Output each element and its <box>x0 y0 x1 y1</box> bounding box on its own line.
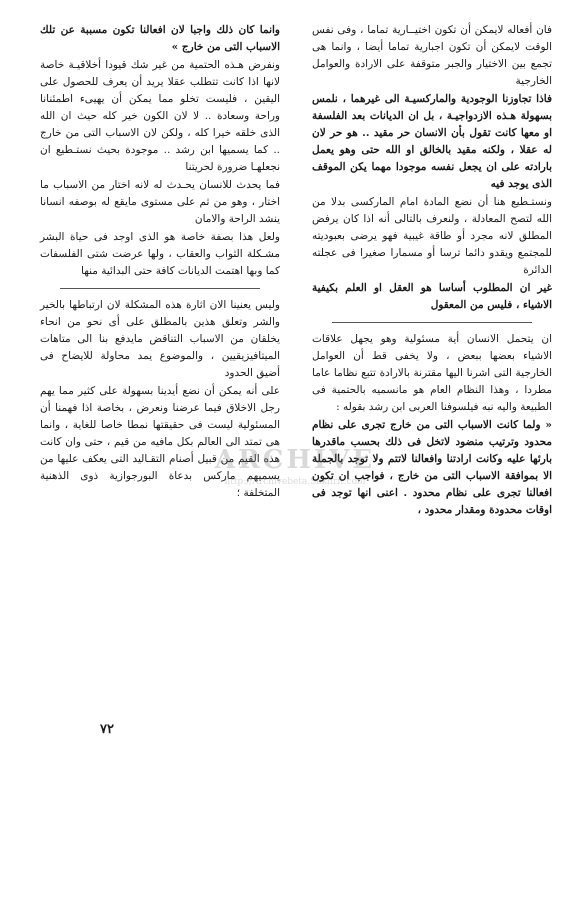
section-divider <box>60 288 260 289</box>
paragraph: فان أفعاله لايمكن أن تكون اختيــارية تماما ، وفى نفس الوقت لايمكن أن تكون اجبارية تماما أيضا ، وانما هى تجمع بين الاختيار والجبر متوقفة على الارادة والعوامل الخارجية <box>312 24 552 87</box>
paragraph: ونفرض هـذه الحتمية من غير شك قيودا أخلاقيـة خاصة لانها اذا كانت تتطلب عقلا يريد أن يعرف للحصول على اليقين ، فليست تخلو مما يمكن أن يهيىء اطمئنانا وراحة وسعادة .. لا لان الكون خير كله حيث ان الله الذى خلقه خيرا كله ، ولكن لان الاسباب التى من خارج .. كما يسميها ابن رشد .. موجودة بحيث نستـطيع ان نجعلهـا ضرورة لحريتنا <box>40 59 280 173</box>
paragraph: ولعل هذا بصفة خاصة هو الذى اوجد فى حياة البشر مشـكلة الثواب والعقاب ، ولها عرضت شتى الفلسفات كما وبها اهتمت الديانات كافة حتى البدائية منها <box>40 231 280 277</box>
paragraph: فاذا تجاوزنا الوجودية والماركسيـة الى غيرهما ، نلمس بسهولة هـذه الازدواجيـة ، بل ان الديانات بعد الفلسفة او معها كانت تقول بأن الانسان حر مقيد .. هو حر لان له عقلا ، ولكنه مقيد بالخالق او الله حتى وهو يعمل بارادته على ان يجعل نفسه موجودا مهما يكن الموقف الذى يوجد فيه <box>312 93 552 190</box>
watermark-title: ARCHIVE <box>214 445 376 475</box>
left-text-column <box>40 22 280 503</box>
paragraph: غير ان المطلوب أساسا هو العقل او العلم بكيفية الاشياء ، فليس من المعقول <box>312 282 552 311</box>
paragraph: « ولما كانت الاسباب التى من خارج تجرى على نظام محدود وترتيب منضود لاتخل فى ذلك بحسب ماقدرها بارئها عليه وكانت ارادتنا وافعالنا لاتتم ولا توجد بالجملة الا بموافقة الاسباب التى من خارج ، فواجب ان تكون افعالنا تجرى على نظام محدود . اعنى انها توجد فى اوقات محدودة ومقدار محدود ، <box>312 419 552 516</box>
section-divider <box>332 322 532 323</box>
watermark-url: http://Archivebeta.Sakhrit.com <box>224 477 366 487</box>
paragraph: ان يتحمل الانسان أية مسئولية وهو يجهل علاقات الاشياء بعضها ببعض ، ولا يخفى قط أن العوامل الخارجية التى اشرنا اليها مقترنة بالارادة تتبع نظاما عاما مطردا ، وهذا النظام العام هو مانسميه بالحتمية فى الطبيعة واليه نبه فيلسوفنا العربى ابن رشد بقوله : <box>312 333 552 413</box>
paragraph: ونستـطيع هنا أن نضع المادة امام الماركسى بدلا من الله لتصح المعادلة ، ولنعرف بالتالى أنه اذا كان يرفض المطلق لانه مجرد أو طاقة غيبية فهو يرضى بعبوديته للمجتمع ويقدو دائما ترسا أو مسمارا صغيرا فى عجلته الدائرة <box>312 196 552 276</box>
paragraph: وليس يعنينا الان اثارة هذه المشكلة لان ارتباطها بالخير والشر وتعلق هذين بالمطلق على أى نحو من انحاء يخلقان من الاسباب التناقض مايدفع بنا الى متاهات الميتافيزيقيين ، والموضوع يمد محاولة للايضاح فى أضيق الحدود <box>40 299 280 379</box>
page-number: ٧٢ <box>100 722 114 737</box>
paragraph: فما يحدث للانسان يحـدث له لانه اختار من الاسباب ما اختار ، وهو من ثم على مستوى مايقع له بوصفه انسانا ينشد الراحة والامان <box>40 179 280 225</box>
right-text-column <box>312 22 552 520</box>
paragraph: وانما كان ذلك واجبا لان افعالنا تكون مسببة عن تلك الاسباب التى من خارج » <box>40 24 280 53</box>
paragraph: على أنه يمكن أن نضع أيدينا بسهولة على كثير مما يهم رجل الاخلاق فيما عرضنا ونعرض ، بخاصة اذا فهمنا أن المسئولية ليست فى حقيقتها نمطا خاصا للغاية ، وانما هى تمتد الى العالم بكل مافيه من قيم ، حتى وان كانت هذه القيم من قبيل أصنام التقـاليد التى يعكف عليها من يسميهم ماركس بدعاة البورجوازية ذوى الذهنية المتخلفة ؛ <box>40 385 280 499</box>
